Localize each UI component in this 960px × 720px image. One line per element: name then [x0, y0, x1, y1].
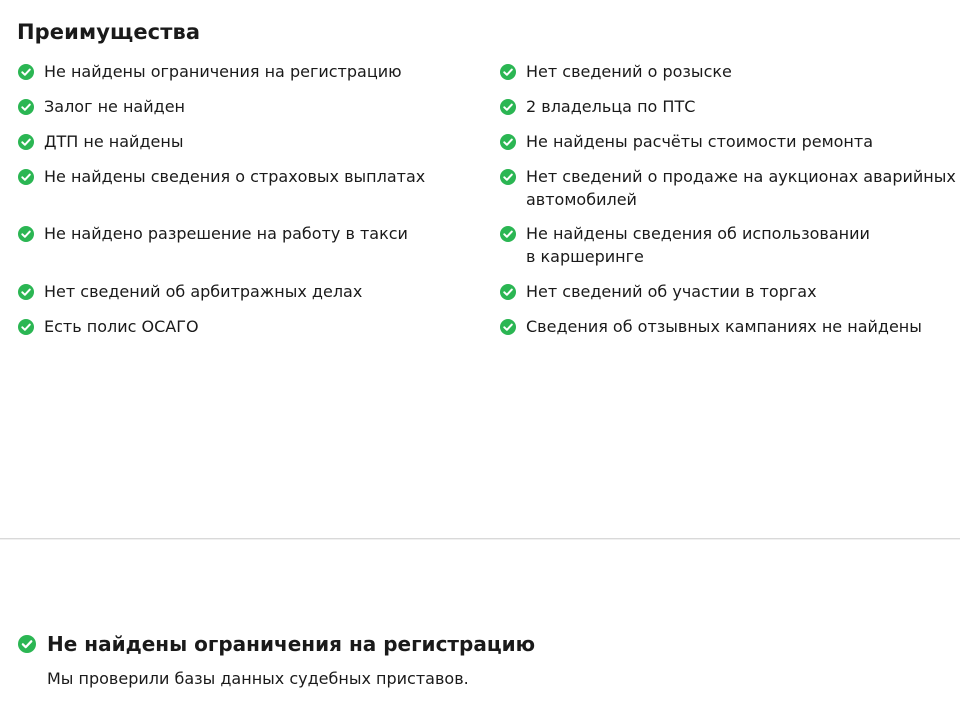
advantage-item-repair-estimates: [500, 130, 873, 153]
check-circle-icon: [18, 635, 36, 653]
advantage-label: Сведения об отзывных кампаниях не найдены: [526, 317, 922, 336]
check-circle-icon: [500, 169, 516, 185]
check-circle-icon: [500, 64, 516, 80]
advantage-label: Нет сведений об участии в торгах: [526, 282, 817, 301]
advantage-label: Есть полис ОСАГО: [44, 317, 199, 336]
advantage-label: Не найдены сведения об использовании в каршеринге: [526, 224, 870, 266]
advantage-label: Залог не найден: [44, 97, 185, 116]
check-circle-icon: [18, 319, 34, 335]
advantage-label: Не найдены сведения о страховых выплатах: [44, 167, 426, 186]
check-circle-icon: [18, 169, 34, 185]
detail-description: Мы проверили базы данных судебных приставов.: [47, 669, 469, 688]
advantage-label: Нет сведений о продаже на аукционах аварийных автомобилей: [526, 167, 956, 209]
check-circle-icon: [500, 99, 516, 115]
advantage-label: Нет сведений о розыске: [526, 62, 732, 81]
advantage-item-osago: [18, 315, 199, 338]
advantage-item-owners: [500, 95, 695, 118]
advantage-item-pledge: [18, 95, 185, 118]
advantage-item-recalls: [500, 315, 922, 338]
advantage-item-wanted: [500, 60, 732, 83]
check-circle-icon: [18, 226, 34, 242]
check-circle-icon: [18, 64, 34, 80]
advantage-item-trades: [500, 280, 817, 303]
detail-title: Не найдены ограничения на регистрацию: [47, 632, 536, 656]
check-circle-icon: [18, 134, 34, 150]
advantage-label: ДТП не найдены: [44, 132, 184, 151]
advantage-label: Не найдены ограничения на регистрацию: [44, 62, 402, 81]
advantage-item-taxi-permit: [18, 222, 408, 245]
check-circle-icon: [500, 226, 516, 242]
advantage-item-insurance-payouts: [18, 165, 425, 188]
check-circle-icon: [18, 284, 34, 300]
advantage-item-arbitration: [18, 280, 362, 303]
advantage-item-accidents: [18, 130, 183, 153]
detail-header: [18, 630, 535, 658]
check-circle-icon: [500, 134, 516, 150]
advantage-label: Нет сведений об арбитражных делах: [44, 282, 363, 301]
advantage-item-registration: [18, 60, 402, 83]
advantage-item-carsharing: [500, 222, 870, 268]
check-circle-icon: [500, 284, 516, 300]
advantage-label: Не найдено разрешение на работу в такси: [44, 224, 408, 243]
check-circle-icon: [500, 319, 516, 335]
advantage-item-damaged-auctions: [500, 165, 956, 211]
advantages-title: Преимущества: [17, 20, 201, 44]
advantage-label: Не найдены расчёты стоимости ремонта: [526, 132, 874, 151]
section-divider: [0, 538, 960, 539]
advantage-label: 2 владельца по ПТС: [526, 97, 696, 116]
check-circle-icon: [18, 99, 34, 115]
